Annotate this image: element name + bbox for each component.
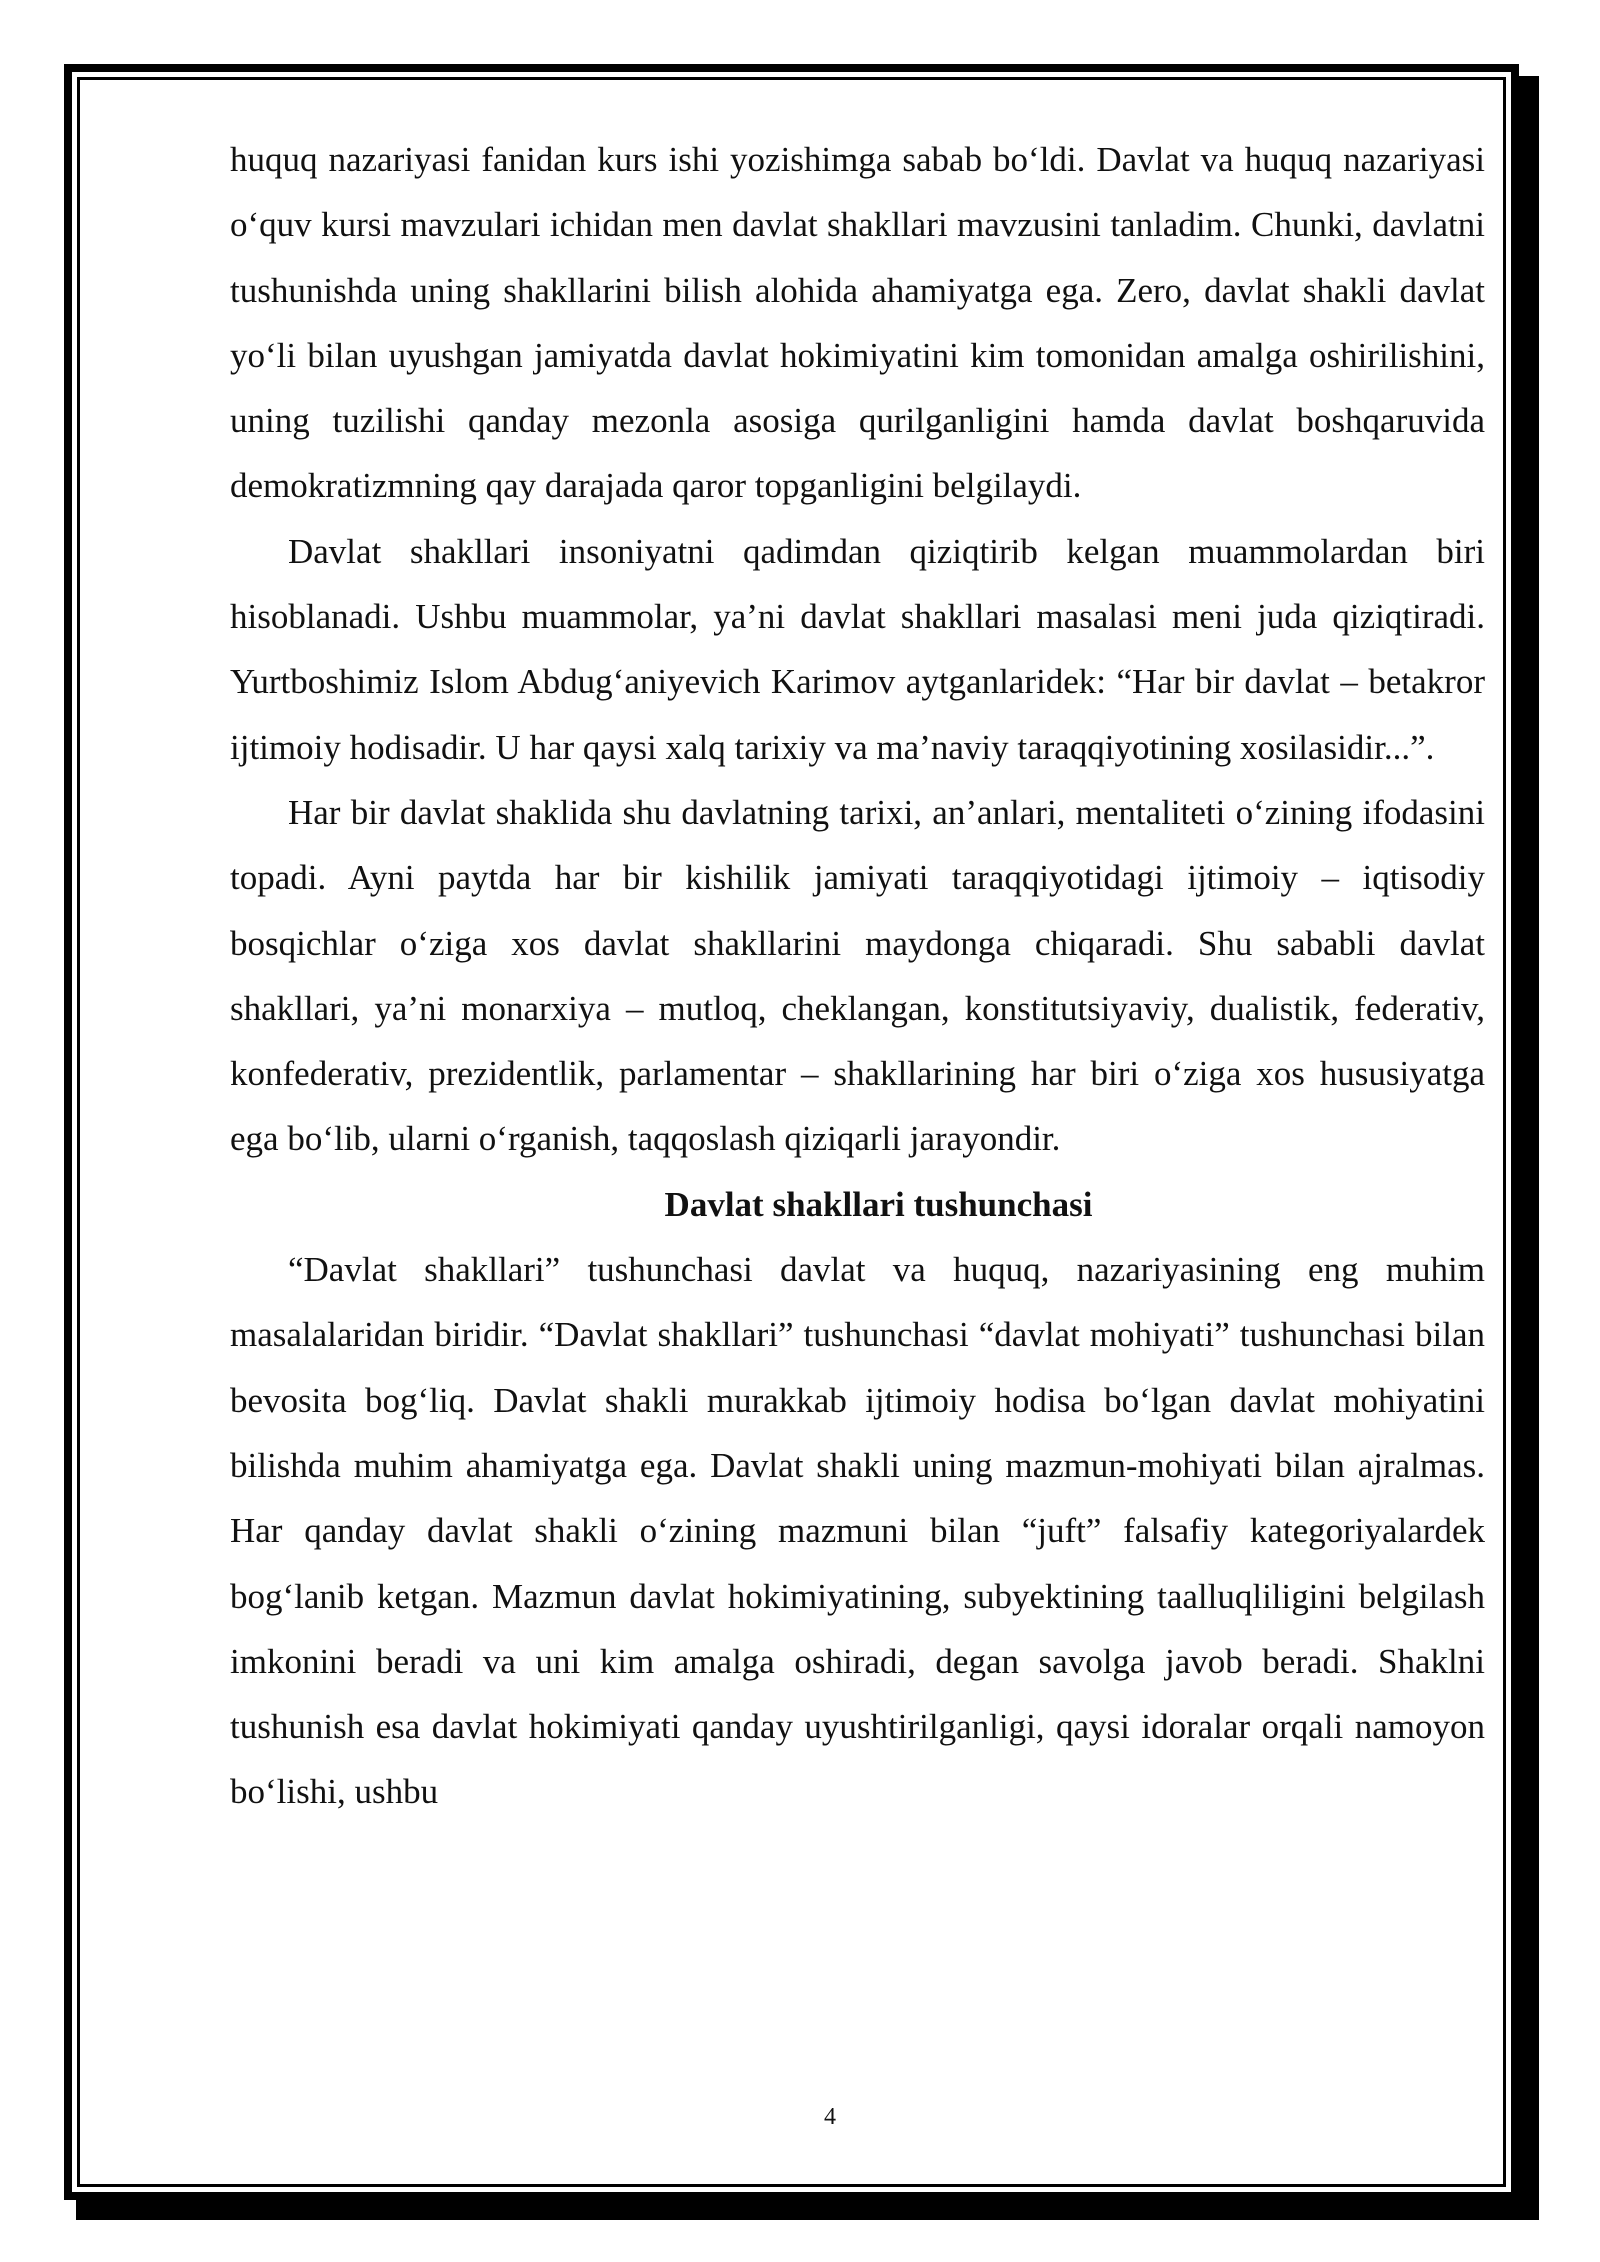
document-body: [230, 127, 1485, 1825]
paragraph-problem-statement: Davlat shakllari insoniyatni qadimdan qiziqtirib kelgan muammolardan biri hisoblanadi. Ushbu muammolar, ya’ni davlat shakllari masalasi meni juda qiziqtiradi. Yurtboshimiz Islom Abdug‘aniyevich Karimov aytganlaridek: “Har bir davlat – betakror ijtimoiy hodisadir. U har qaysi xalq tarixiy va ma’naviy taraqqiyotining xosilasidir...”.: [230, 531, 1485, 767]
section-heading: Davlat shakllari tushunchasi: [664, 1184, 1093, 1224]
paragraph-state-forms-history: Har bir davlat shaklida shu davlatning tarixi, an’anlari, mentaliteti o‘zining ifodasini topadi. Ayni paytda har bir kishilik jamiyati taraqqiyotidagi ijtimoiy – iqtisodiy bosqichlar o‘ziga xos davlat shakllarini maydonga chiqaradi. Shu sababli davlat shakllari, ya’ni monarxiya – mutloq, cheklangan, konstitutsiyaviy, dualistik, federativ, konfederativ, prezidentlik, parlamentar – shakllarining har biri o‘ziga xos hususiyatga ega bo‘lib, ularni o‘rganish, taqqoslash qiziqarli jarayondir.: [230, 792, 1485, 1159]
page-number: 4: [824, 2104, 836, 2130]
paragraph-concept-definition: “Davlat shakllari” tushunchasi davlat va huquq, nazariyasining eng muhim masalalaridan biridir. “Davlat shakllari” tushunchasi “davlat mohiyati” tushunchasi bilan bevosita bog‘liq. Davlat shakli murakkab ijtimoiy hodisa bo‘lgan davlat mohiyatini bilishda muhim ahamiyatga ega. Davlat shakli uning mazmun-mohiyati bilan ajralmas. Har qanday davlat shakli o‘zining mazmuni bilan “juft” falsafiy kategoriyalardek bog‘lanib ketgan. Mazmun davlat hokimiyatining, subyektining taalluqliligini belgilash imkonini beradi va uni kim amalga oshiradi, degan savolga javob beradi. Shaklni tushunish esa davlat hokimiyati qanday uyushtirilganligi, qaysi idoralar orqali namoyon bo‘lishi, ushbu: [230, 1250, 1485, 1812]
paragraph-continued: huquq nazariyasi fanidan kurs ishi yozishimga sabab bo‘ldi. Davlat va huquq nazariyasi o‘quv kursi mavzulari ichidan men davlat shakllari mavzusini tanladim. Chunki, davlatni tushunishda uning shakllarini bilish alohida ahamiyatga ega. Zero, davlat shakli davlat yo‘li bilan uyushgan jamiyatda davlat hokimiyatini kim tomonidan amalga oshirilishini, uning tuzilishi qanday mezonla asosiga qurilganligini hamda davlat boshqaruvida demokratizmning qay darajada qaror topganligini belgilaydi.: [230, 140, 1485, 506]
